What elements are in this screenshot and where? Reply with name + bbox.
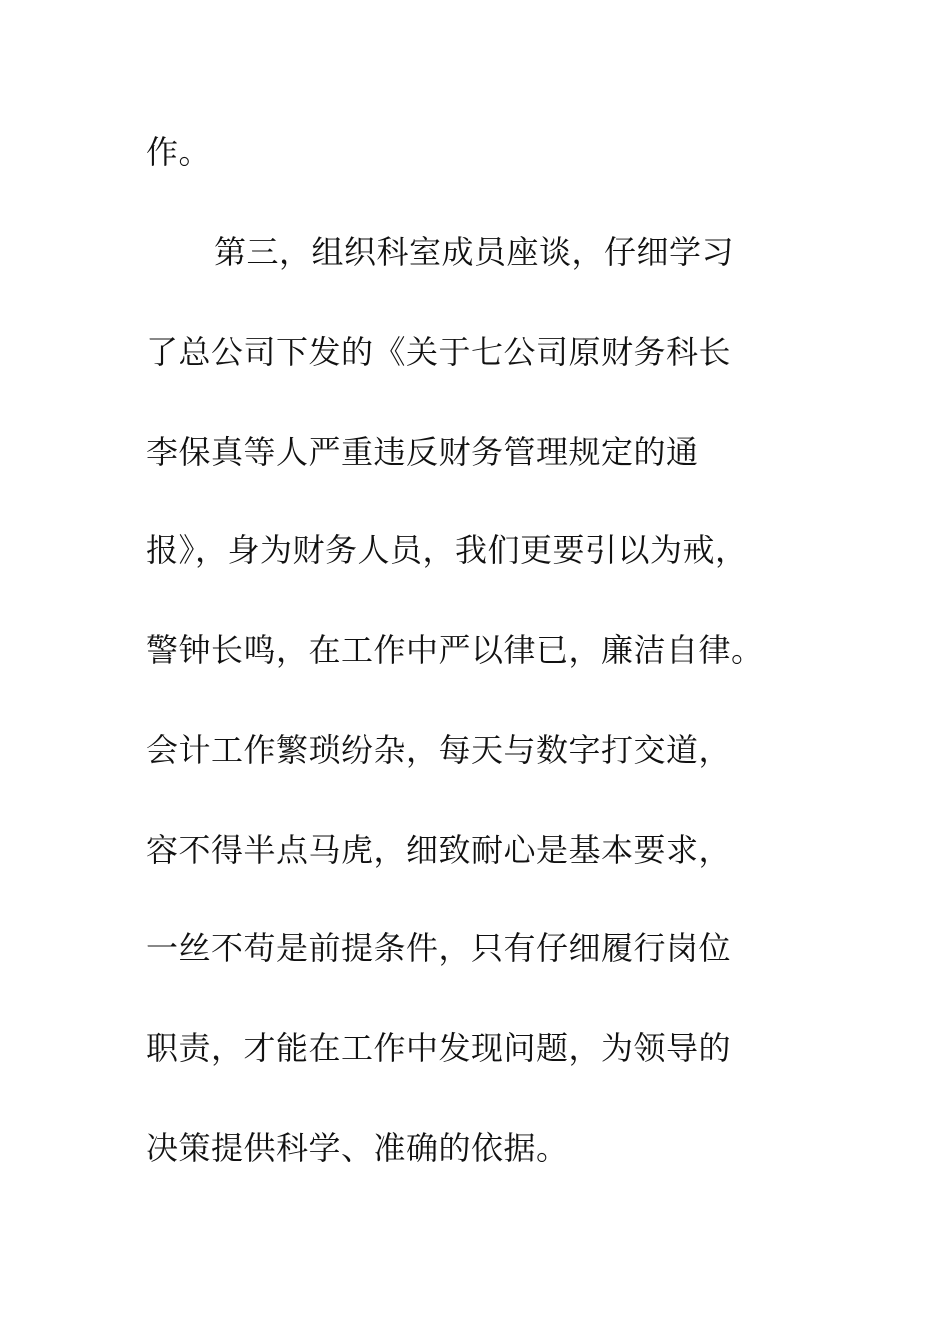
text-line: 决策提供科学、准确的依据。 xyxy=(146,1129,569,1167)
text-line: 警钟长鸣，在工作中严以律已，廉洁自律。 xyxy=(146,631,764,669)
text-line: 职责，才能在工作中发现问题，为领导的 xyxy=(146,1029,732,1067)
text-line: 第三，组织科室成员座谈，仔细学习 xyxy=(214,233,735,271)
text-line: 李保真等人严重违反财务管理规定的通 xyxy=(146,433,699,471)
text-line: 会计工作繁琐纷杂，每天与数字打交道， xyxy=(146,731,732,769)
text-line: 作。 xyxy=(146,133,212,171)
text-line: 了总公司下发的《关于七公司原财务科长 xyxy=(146,333,732,371)
text-line: 一丝不苟是前提条件，只有仔细履行岗位 xyxy=(146,929,732,967)
text-line: 报》，身为财务人员，我们更要引以为戒， xyxy=(146,531,748,569)
text-line: 容不得半点马虎，细致耐心是基本要求， xyxy=(146,831,732,869)
